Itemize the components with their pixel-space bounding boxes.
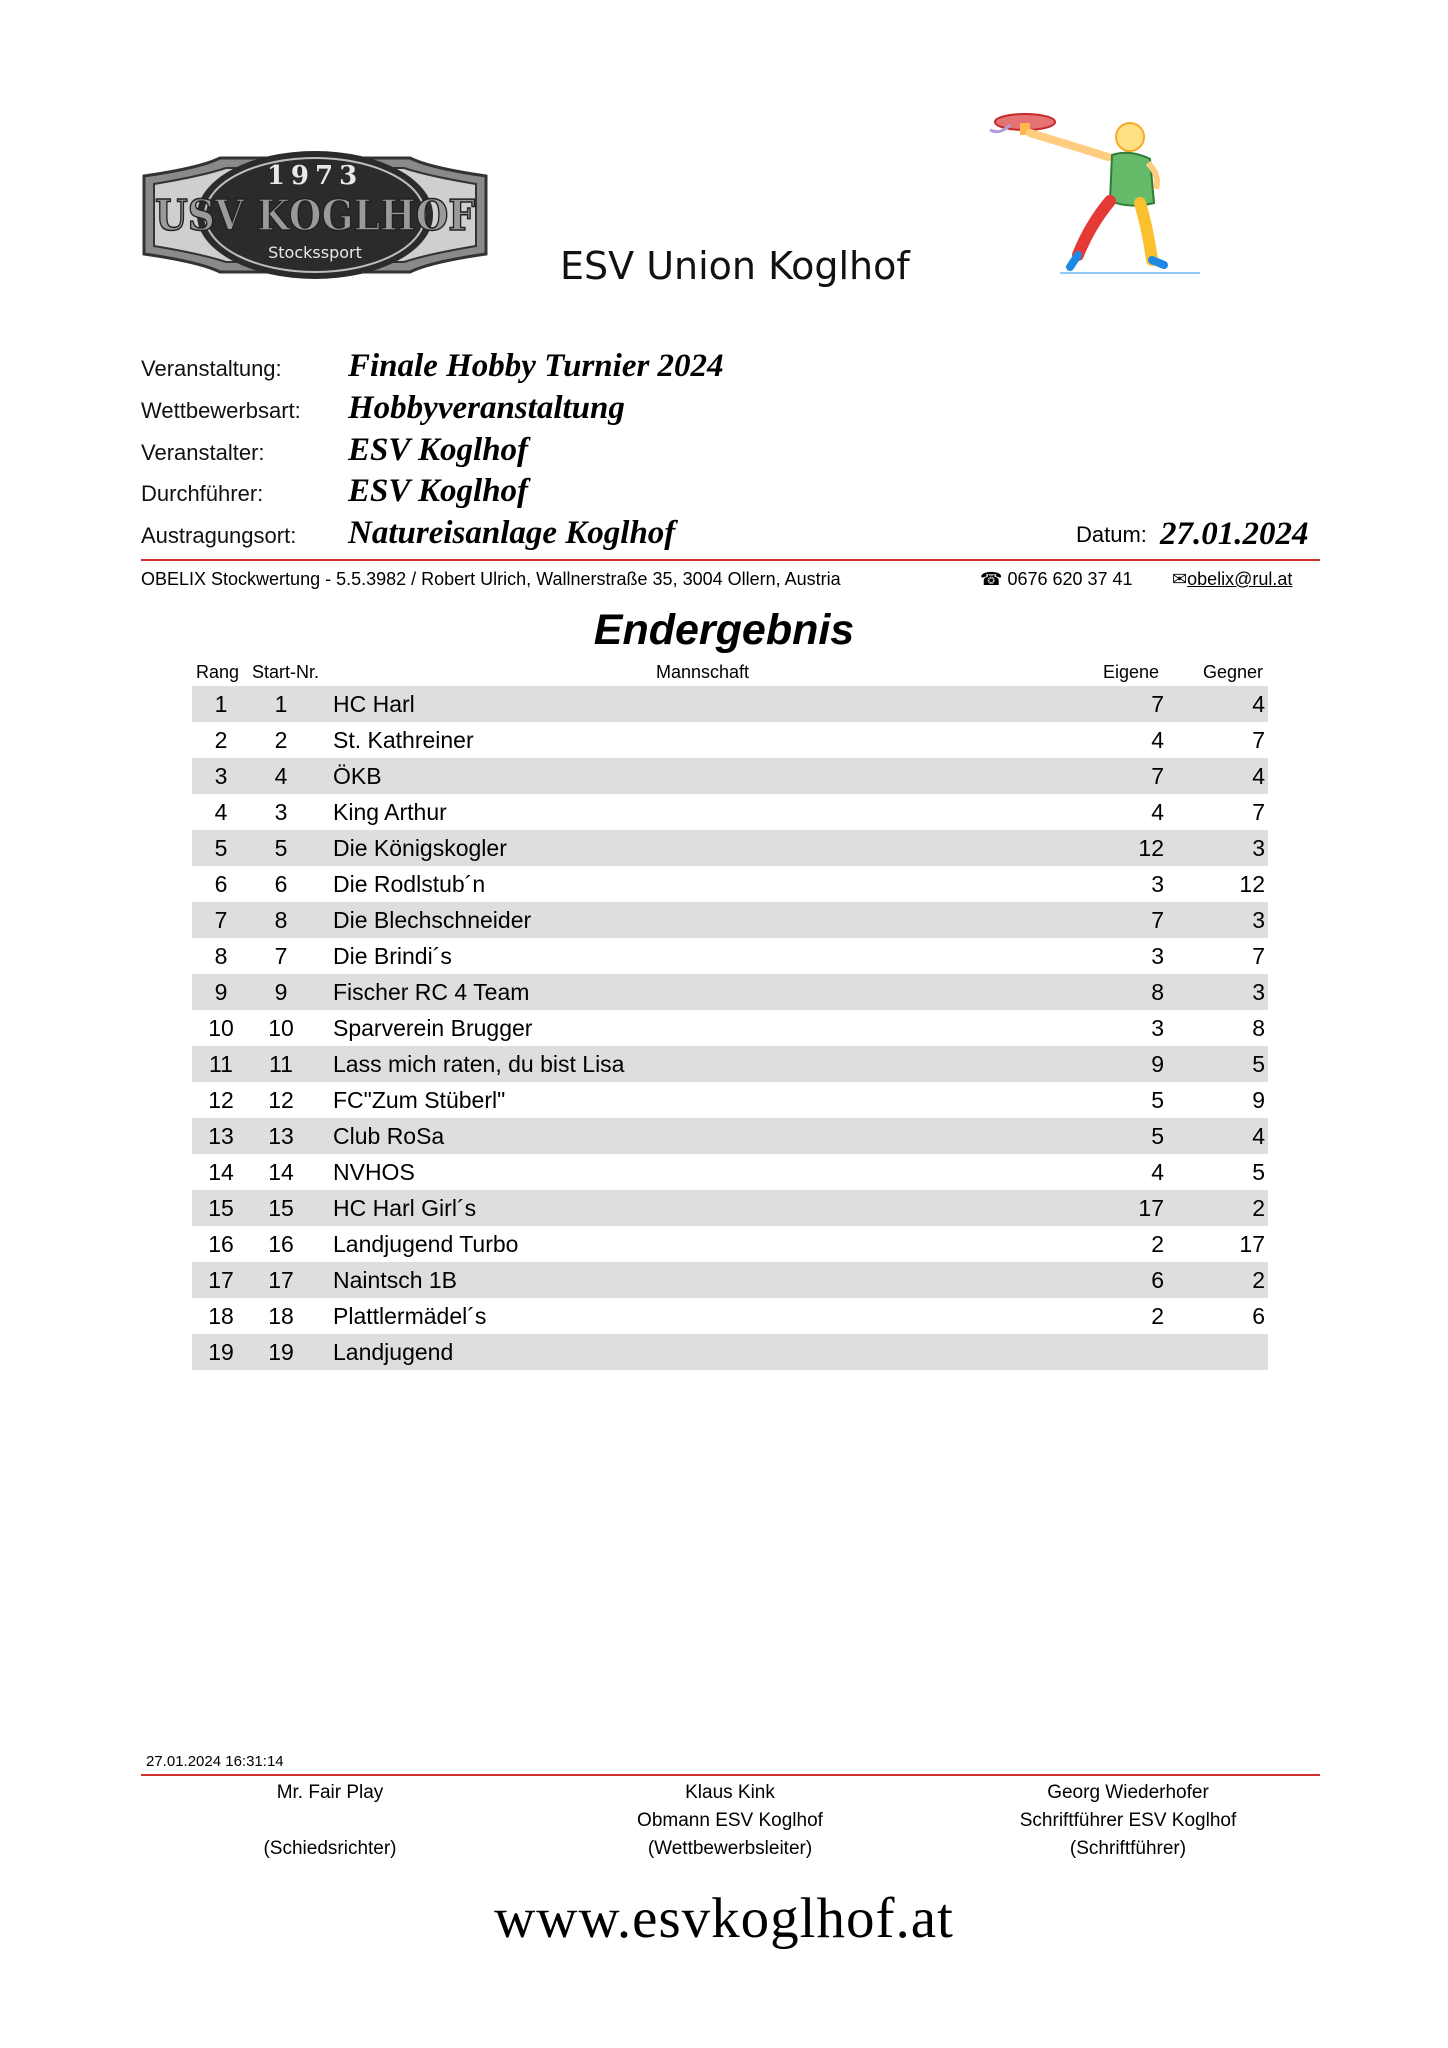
- cell-gegner: 6: [1252, 1303, 1265, 1329]
- cell-team: Die Rodlstub´n: [333, 871, 486, 897]
- cell-start-nr: 2: [274, 727, 288, 753]
- signature-title: [150, 1807, 510, 1835]
- cell-start-nr: 12: [268, 1087, 294, 1113]
- cell-rang: 6: [214, 871, 228, 897]
- table-row: [192, 758, 1268, 794]
- cell-team: Die Königskogler: [333, 835, 507, 861]
- executor-value: ESV Koglhof: [348, 473, 529, 509]
- table-row: [192, 974, 1268, 1010]
- cell-gegner: 4: [1252, 691, 1265, 717]
- table-row: [192, 1118, 1268, 1154]
- table-row: [192, 830, 1268, 866]
- cell-start-nr: 19: [268, 1339, 294, 1365]
- cell-start-nr: 16: [268, 1231, 294, 1257]
- cell-eigene: 6: [1151, 1267, 1164, 1293]
- table-row: [192, 686, 1268, 722]
- cell-team: Lass mich raten, du bist Lisa: [333, 1051, 625, 1077]
- cell-start-nr: 5: [274, 835, 288, 861]
- table-row: [192, 938, 1268, 974]
- cell-team: Sparverein Brugger: [333, 1015, 533, 1041]
- cell-gegner: 3: [1252, 907, 1265, 933]
- header-divider: [141, 559, 1320, 561]
- signature-role: (Wettbewerbsleiter): [647, 1838, 813, 1859]
- email-contact[interactable]: [1172, 569, 1292, 590]
- phone-contact: [980, 569, 1133, 590]
- table-row: [192, 1298, 1268, 1334]
- cell-gegner: 4: [1252, 763, 1265, 789]
- cell-gegner: 9: [1252, 1087, 1265, 1113]
- cell-gegner: 2: [1252, 1267, 1265, 1293]
- footer-divider: [141, 1774, 1320, 1776]
- mail-icon: ✉: [1172, 569, 1188, 589]
- cell-rang: 8: [214, 943, 228, 969]
- header-gegner: Gegner: [1203, 662, 1264, 682]
- cell-rang: 17: [208, 1267, 234, 1293]
- cell-eigene: 3: [1151, 943, 1164, 969]
- table-row: [192, 794, 1268, 830]
- table-row: [192, 1154, 1268, 1190]
- cell-start-nr: 1: [274, 691, 288, 717]
- player-illustration: [980, 105, 1210, 280]
- cell-rang: 16: [208, 1231, 234, 1257]
- website-link[interactable]: www.esvkoglhof.at: [494, 1887, 954, 1950]
- cell-eigene: 4: [1151, 799, 1164, 825]
- table-row: [192, 1334, 1268, 1370]
- organizer-value: ESV Koglhof: [348, 432, 529, 468]
- cell-team: Plattlermädel´s: [333, 1303, 487, 1329]
- cell-rang: 18: [208, 1303, 234, 1329]
- logo-year: 1973: [266, 161, 364, 191]
- cell-rang: 11: [209, 1051, 233, 1077]
- cell-start-nr: 13: [268, 1123, 294, 1149]
- cell-team: HC Harl Girl´s: [333, 1195, 477, 1221]
- cell-eigene: 7: [1151, 691, 1164, 717]
- cell-start-nr: 17: [268, 1267, 294, 1293]
- cell-start-nr: 10: [268, 1015, 294, 1041]
- phone-icon: ☎: [980, 569, 1003, 589]
- table-row: [192, 1190, 1268, 1226]
- cell-rang: 19: [208, 1339, 234, 1365]
- cell-eigene: 5: [1151, 1123, 1164, 1149]
- cell-rang: 1: [214, 691, 228, 717]
- cell-team: Die Brindi´s: [333, 943, 452, 969]
- header-start-nr: Start-Nr.: [252, 662, 320, 682]
- cell-eigene: 3: [1151, 871, 1164, 897]
- cell-rang: 13: [208, 1123, 234, 1149]
- cell-eigene: 4: [1151, 1159, 1164, 1185]
- cell-gegner: 8: [1252, 1015, 1265, 1041]
- signature-title: Schriftführer ESV Koglhof: [1019, 1810, 1237, 1831]
- cell-eigene: 7: [1151, 763, 1164, 789]
- header-eigene: Eigene: [1103, 662, 1160, 682]
- venue-label: Austragungsort:: [141, 523, 297, 548]
- date-label: Datum:: [1076, 522, 1147, 547]
- cell-team: Landjugend Turbo: [333, 1231, 519, 1257]
- cell-eigene: 8: [1151, 979, 1164, 1005]
- venue-value: Natureisanlage Koglhof: [348, 515, 676, 551]
- table-row: [192, 1010, 1268, 1046]
- organizer-label: Veranstalter:: [141, 440, 265, 465]
- signature-secretary: [948, 1779, 1308, 1863]
- cell-team: NVHOS: [333, 1159, 415, 1185]
- cell-start-nr: 9: [274, 979, 288, 1005]
- logo-subtitle: Stockssport: [268, 243, 362, 262]
- cell-start-nr: 7: [274, 943, 288, 969]
- cell-eigene: 3: [1151, 1015, 1164, 1041]
- cell-gegner: 7: [1252, 943, 1265, 969]
- signature-role: (Schiedsrichter): [263, 1838, 397, 1859]
- date-value: 27.01.2024: [1160, 516, 1309, 552]
- logo-name: USV KOGLHOF: [155, 191, 476, 240]
- cell-gegner: 5: [1252, 1159, 1265, 1185]
- cell-rang: 3: [214, 763, 228, 789]
- competition-type-label: Wettbewerbsart:: [141, 398, 301, 423]
- cell-start-nr: 8: [274, 907, 288, 933]
- cell-eigene: 4: [1151, 727, 1164, 753]
- results-table: [192, 686, 1268, 1370]
- cell-start-nr: 4: [274, 763, 288, 789]
- email-link[interactable]: obelix@rul.at: [1187, 569, 1293, 589]
- cell-gegner: 4: [1252, 1123, 1265, 1149]
- cell-gegner: 12: [1239, 871, 1265, 897]
- cell-rang: 5: [214, 835, 228, 861]
- software-credit: OBELIX Stockwertung - 5.5.3982 / Robert Ulrich, Wallnerstraße 35, 3004 Ollern, Austria: [141, 569, 841, 589]
- cell-eigene: 2: [1151, 1231, 1164, 1257]
- cell-start-nr: 18: [268, 1303, 294, 1329]
- result-title: Endergebnis: [593, 606, 855, 654]
- cell-rang: 9: [214, 979, 228, 1005]
- table-row: [192, 1046, 1268, 1082]
- cell-rang: 10: [208, 1015, 234, 1041]
- cell-gegner: 3: [1252, 979, 1265, 1005]
- signature-role: (Schriftführer): [1069, 1838, 1187, 1859]
- signature-name: Georg Wiederhofer: [1047, 1782, 1209, 1803]
- cell-team: ÖKB: [333, 763, 382, 789]
- header-team: Mannschaft: [656, 662, 750, 682]
- cell-start-nr: 15: [268, 1195, 294, 1221]
- cell-gegner: 17: [1239, 1231, 1265, 1257]
- cell-team: St. Kathreiner: [333, 727, 474, 753]
- cell-team: Club RoSa: [333, 1123, 445, 1149]
- cell-rang: 14: [208, 1159, 234, 1185]
- cell-rang: 7: [214, 907, 228, 933]
- table-row: [192, 866, 1268, 902]
- cell-rang: 2: [214, 727, 228, 753]
- event-label: Veranstaltung:: [141, 356, 282, 381]
- competition-type-value: Hobbyveranstaltung: [348, 390, 625, 426]
- cell-start-nr: 14: [268, 1159, 294, 1185]
- signature-title: Obmann ESV Koglhof: [637, 1810, 823, 1831]
- header-rang: Rang: [196, 662, 240, 682]
- event-value: Finale Hobby Turnier 2024: [348, 348, 724, 384]
- table-row: [192, 722, 1268, 758]
- cell-gegner: 5: [1252, 1051, 1265, 1077]
- cell-gegner: 7: [1252, 727, 1265, 753]
- cell-team: HC Harl: [333, 691, 415, 717]
- cell-team: FC"Zum Stüberl": [333, 1087, 506, 1113]
- table-row: [192, 1262, 1268, 1298]
- cell-eigene: 5: [1151, 1087, 1164, 1113]
- cell-team: Naintsch 1B: [333, 1267, 458, 1293]
- signature-name: Klaus Kink: [685, 1782, 775, 1803]
- signature-referee: [150, 1779, 510, 1863]
- cell-eigene: 12: [1138, 835, 1164, 861]
- signature-name: Mr. Fair Play: [276, 1782, 384, 1803]
- cell-gegner: 2: [1252, 1195, 1265, 1221]
- cell-team: Fischer RC 4 Team: [333, 979, 530, 1005]
- signature-competition-lead: [550, 1779, 910, 1863]
- cell-eigene: 2: [1151, 1303, 1164, 1329]
- table-row: [192, 902, 1268, 938]
- cell-team: Die Blechschneider: [333, 907, 532, 933]
- cell-gegner: 3: [1252, 835, 1265, 861]
- cell-rang: 15: [208, 1195, 234, 1221]
- cell-start-nr: 6: [274, 871, 288, 897]
- cell-eigene: 9: [1151, 1051, 1164, 1077]
- cell-rang: 4: [214, 799, 228, 825]
- cell-start-nr: 3: [274, 799, 288, 825]
- club-logo: [140, 146, 490, 284]
- club-name: ESV Union Koglhof: [560, 244, 910, 288]
- cell-gegner: 7: [1252, 799, 1265, 825]
- table-row: [192, 1226, 1268, 1262]
- cell-eigene: 7: [1151, 907, 1164, 933]
- table-row: [192, 1082, 1268, 1118]
- executor-label: Durchführer:: [141, 481, 264, 506]
- table-header: [0, 662, 1448, 686]
- cell-eigene: 17: [1138, 1195, 1164, 1221]
- cell-team: King Arthur: [333, 799, 447, 825]
- cell-team: Landjugend: [333, 1339, 454, 1365]
- cell-start-nr: 11: [269, 1051, 293, 1077]
- phone-number: 0676 620 37 41: [1007, 569, 1133, 589]
- cell-rang: 12: [208, 1087, 234, 1113]
- print-timestamp: 27.01.2024 16:31:14: [146, 1753, 284, 1770]
